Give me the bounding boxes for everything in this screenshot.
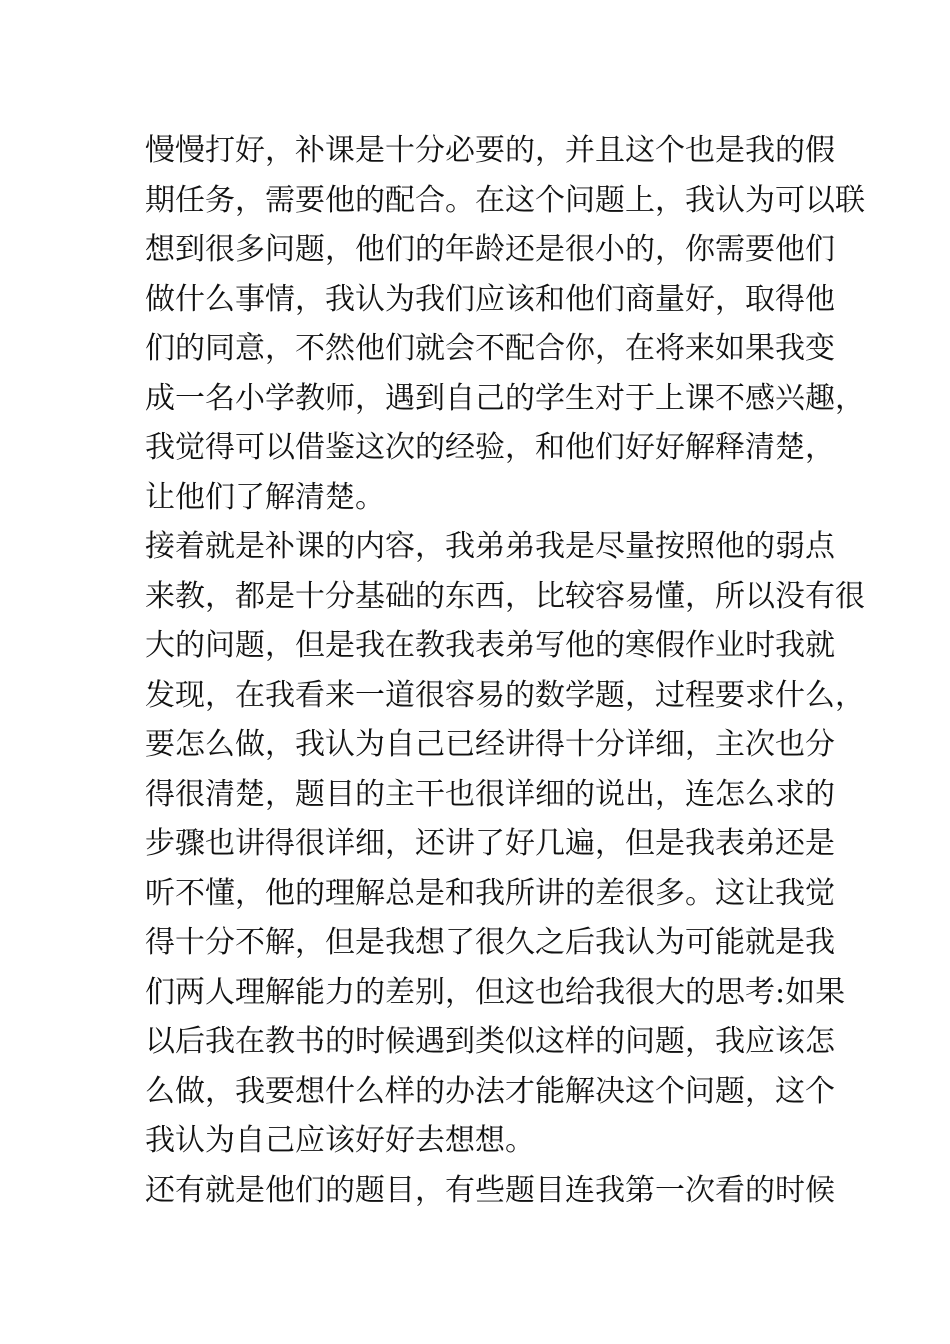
text-line: 慢慢打好，补课是十分必要的，并且这个也是我的假 xyxy=(145,133,835,168)
text-line: 们两人理解能力的差别，但这也给我很大的思考:如果 xyxy=(145,974,846,1010)
body-text xyxy=(145,126,865,1215)
text-line: 以后我在教书的时候遇到类似这样的问题，我应该怎 xyxy=(145,1024,835,1059)
text-line: 步骤也讲得很详细，还讲了好几遍，但是我表弟还是 xyxy=(145,826,835,861)
text-line: 做什么事情，我认为我们应该和他们商量好，取得他 xyxy=(145,281,835,317)
text-line: 来教，都是十分基础的东西，比较容易懂，所以没有很 xyxy=(145,578,865,614)
text-line: 么做，我要想什么样的办法才能解决这个问题，这个 xyxy=(145,1073,835,1109)
text-line: 听不懂，他的理解总是和我所讲的差很多。这让我觉 xyxy=(145,875,835,911)
text-line: 得十分不解，但是我想了很久之后我认为可能就是我 xyxy=(145,925,835,960)
text-line: 让他们了解清楚。 xyxy=(145,479,385,515)
text-line: 发现，在我看来一道很容易的数学题，过程要求什么， xyxy=(145,677,865,713)
text-line: 我认为自己应该好好去想想。 xyxy=(145,1123,535,1158)
text-line: 成一名小学教师，遇到自己的学生对于上课不感兴趣， xyxy=(145,380,865,416)
text-line: 我觉得可以借鉴这次的经验，和他们好好解释清楚， xyxy=(145,430,835,465)
text-line: 期任务，需要他的配合。在这个问题上，我认为可以联 xyxy=(145,182,865,218)
text-line: 大的问题，但是我在教我表弟写他的寒假作业时我就 xyxy=(145,628,835,663)
text-line: 要怎么做，我认为自己已经讲得十分详细，主次也分 xyxy=(145,727,835,762)
text-line: 想到很多问题，他们的年龄还是很小的，你需要他们 xyxy=(145,232,835,267)
text-line: 还有就是他们的题目，有些题目连我第一次看的时候 xyxy=(145,1172,835,1208)
text-line: 们的同意，不然他们就会不配合你，在将来如果我变 xyxy=(145,331,835,366)
text-line: 得很清楚，题目的主干也很详细的说出，连怎么求的 xyxy=(145,776,835,812)
text-line: 接着就是补课的内容，我弟弟我是尽量按照他的弱点 xyxy=(145,529,835,564)
